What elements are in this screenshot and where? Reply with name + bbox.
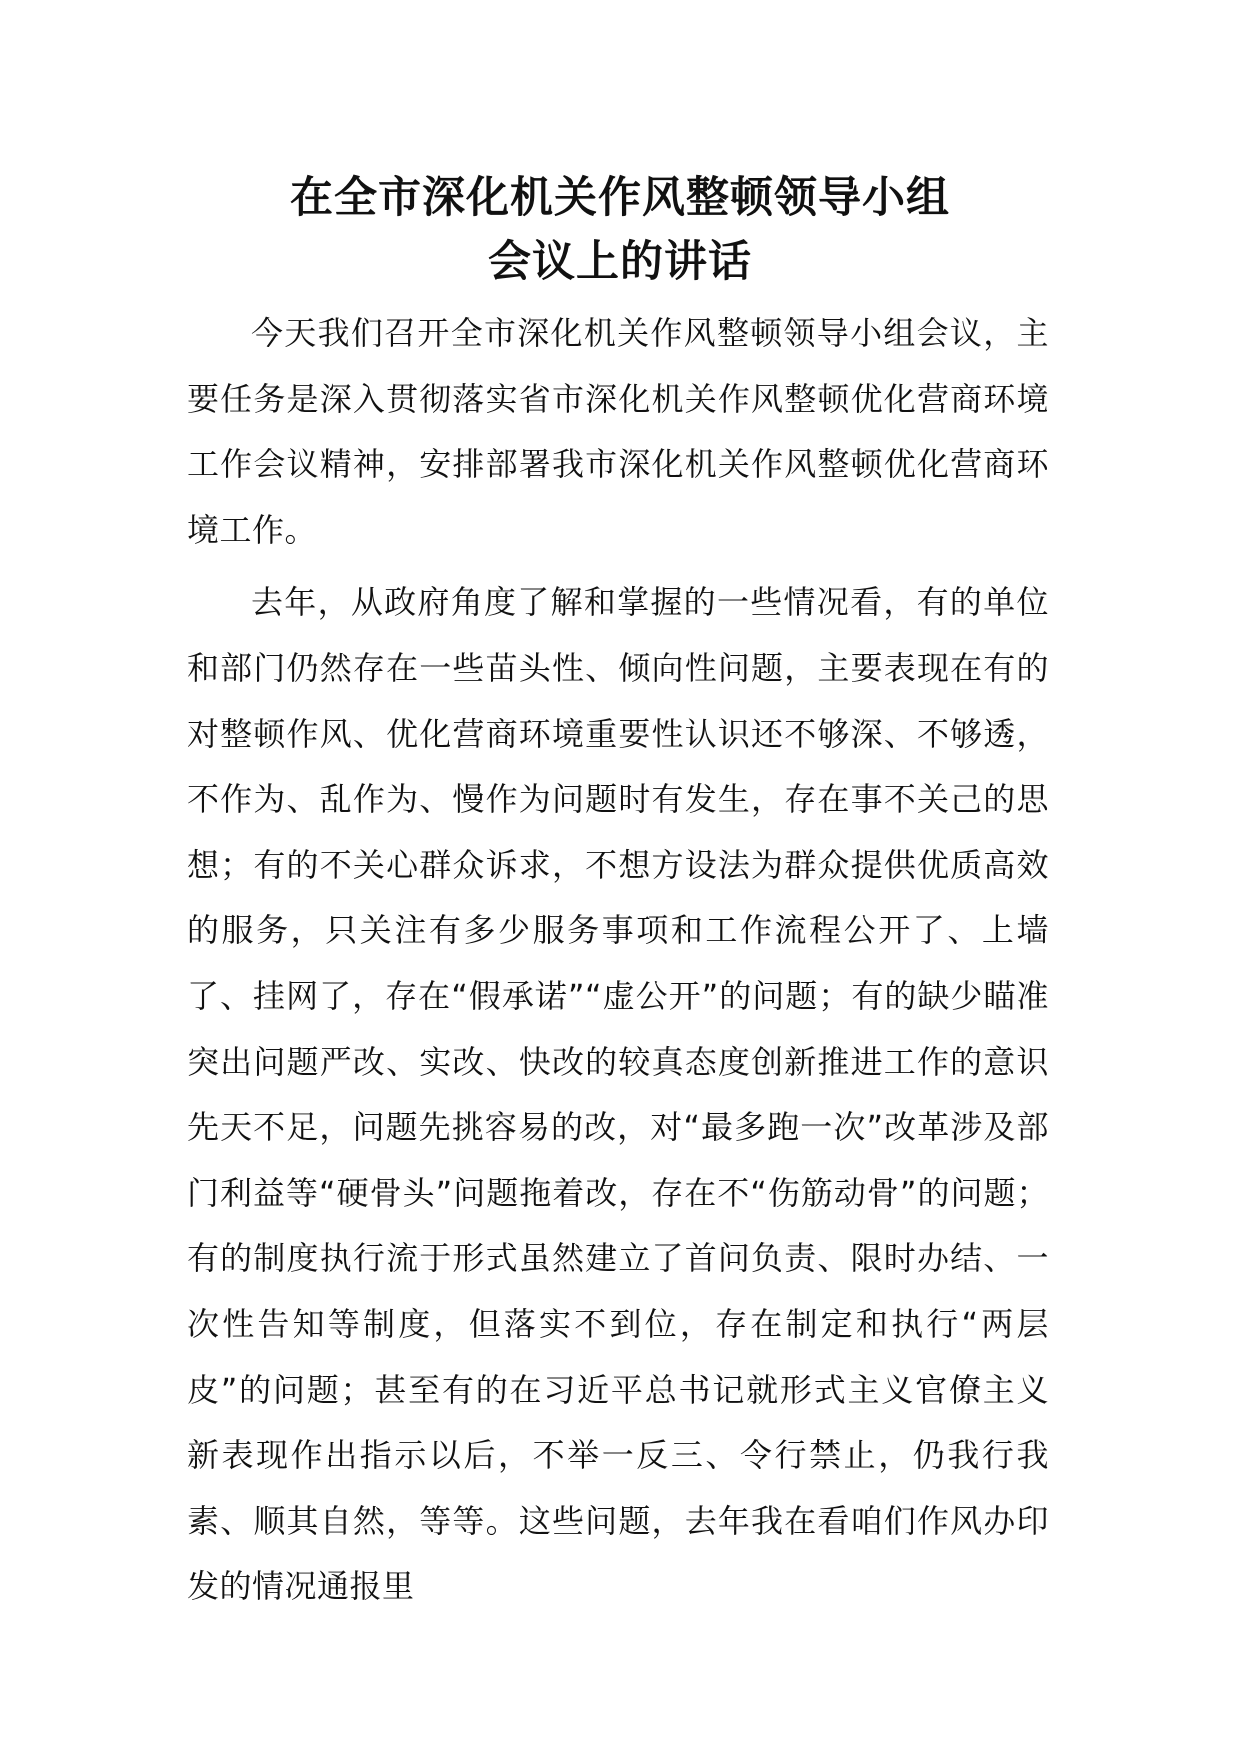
paragraph-2: 去年，从政府角度了解和掌握的一些情况看，有的单位和部门仍然存在一些苗头性、倾向性问题，主要表现在有的对整顿作风、优化营商环境重要性认识还不够深、不够透，不作为、乱作为、慢作为问题时有发生，存在事不关己的思想；有的不关心群众诉求，不想方设法为群众提供优质高效的服务，只关注有多少服务事项和工作流程公开了、上墙了、挂网了，存在“假承诺”“虚公开”的问题；有的缺少瞄准突出问题严改、实改、快改的较真态度创新推进工作的意识先天不足，问题先挑容易的改，对“最多跑一次”改革涉及部门利益等“硬骨头”问题拖着改，存在不“伤筋动骨”的问题；有的制度执行流于形式虽然建立了首问负责、限时办结、一次性告知等制度，但落实不到位，存在制定和执行“两层皮”的问题；甚至有的在习近平总书记就形式主义官僚主义新表现作出指示以后，不举一反三、令行禁止，仍我行我素、顺其自然，等等。这些问题，去年我在看咱们作风办印发的情况通报里	[187, 583, 1049, 1606]
title-line-2: 会议上的讲话	[488, 237, 752, 287]
title-line-1: 在全市深化机关作风整顿领导小组	[290, 173, 950, 223]
page-title	[0, 166, 1240, 294]
document-body	[187, 301, 1049, 1620]
paragraph-1: 今天我们召开全市深化机关作风整顿领导小组会议，主要任务是深入贯彻落实省市深化机关作风整顿优化营商环境工作会议精神，安排部署我市深化机关作风整顿优化营商环境工作。	[187, 314, 1049, 549]
